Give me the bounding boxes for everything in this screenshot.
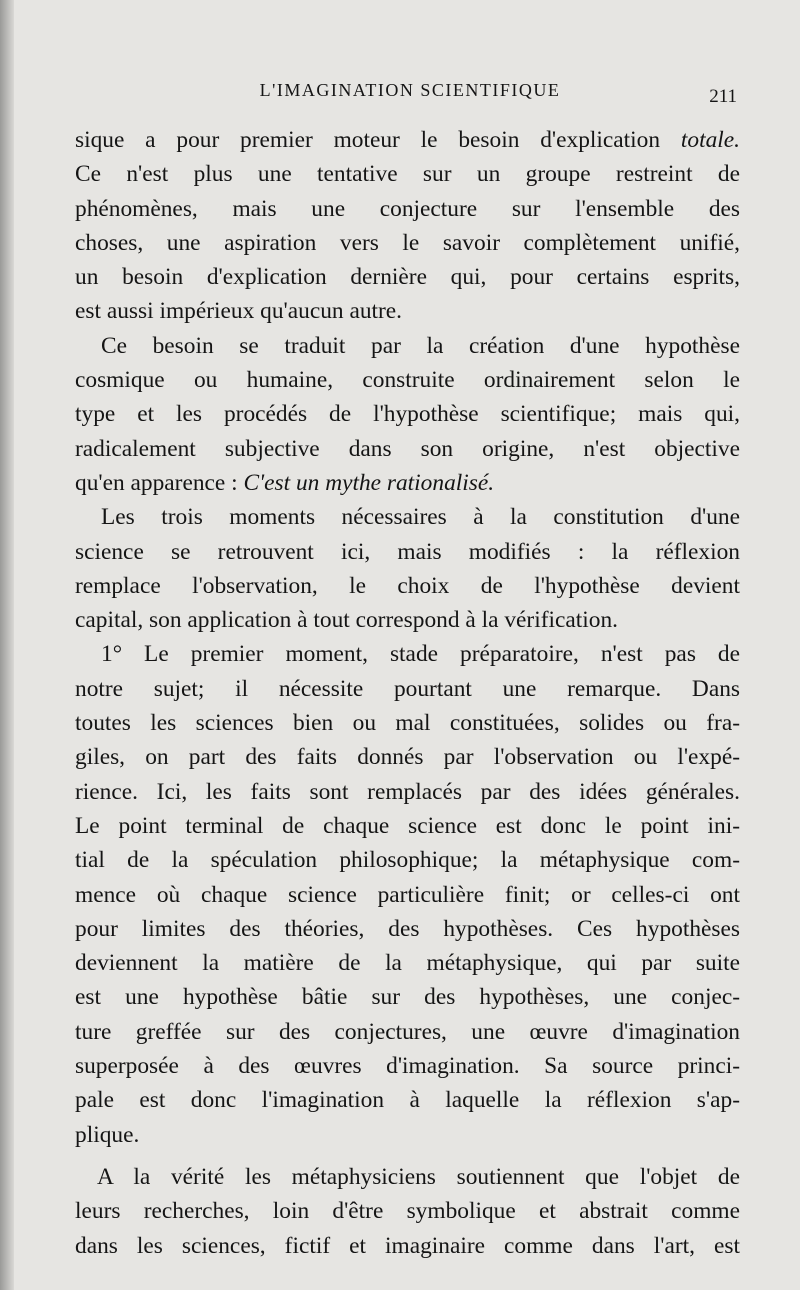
text-line: giles, on part des faits donnés par l'observation ou l'expé- — [75, 744, 740, 771]
text-line: toutes les sciences bien ou mal constituées, solides ou fra- — [75, 710, 740, 737]
text-line: Les trois moments nécessaires à la constitution d'une — [101, 504, 740, 531]
page-number: 211 — [709, 86, 737, 107]
text-line: un besoin d'explication dernière qui, pour certains esprits, — [75, 264, 740, 291]
text-line: A la vérité les métaphysiciens soutiennent que l'objet de — [97, 1163, 740, 1190]
text-line: ture greffée sur des conjectures, une œuvre d'imagination — [75, 1018, 740, 1045]
text-line: capital, son application à tout correspond à la vérification. — [75, 607, 618, 634]
text-line: notre sujet; il nécessite pourtant une remarque. Dans — [75, 675, 740, 702]
running-header — [75, 80, 745, 110]
text-line: Ce besoin se traduit par la création d'une hypothèse — [101, 332, 740, 359]
text-line: qu'en apparence : C'est un mythe rationalisé. — [75, 469, 495, 496]
text-line: sique a pour premier moteur le besoin d'explication totale. — [75, 127, 740, 153]
text-line: type et les procédés de l'hypothèse scientifique; mais qui, — [75, 401, 740, 428]
text-line: pale est donc l'imagination à laquelle la réflexion s'ap- — [75, 1087, 740, 1114]
text-line: Ce n'est plus une tentative sur un groupe restreint de — [75, 161, 740, 188]
text-line: dans les sciences, fictif et imaginaire comme dans l'art, est — [75, 1232, 740, 1259]
text-line: superposée à des œuvres d'imagination. Sa source princi- — [75, 1053, 740, 1080]
text-line: cosmique ou humaine, construite ordinairement selon le — [75, 367, 740, 394]
text-line: rience. Ici, les faits sont remplacés par des idées générales. — [75, 778, 740, 805]
text-line: pour limites des théories, des hypothèses. Ces hypothèses — [75, 915, 740, 942]
text-line: phénomènes, mais une conjecture sur l'ensemble des — [75, 195, 740, 222]
text-line: mence où chaque science particulière finit; or celles-ci ont — [75, 881, 740, 908]
text-line: plique. — [75, 1121, 140, 1148]
text-line: radicalement subjective dans son origine, n'est objective — [75, 435, 740, 462]
text-line: choses, une aspiration vers le savoir complètement unifié, — [75, 229, 740, 256]
text-line: 1° Le premier moment, stade préparatoire, n'est pas de — [101, 641, 740, 668]
text-line: est une hypothèse bâtie sur des hypothèses, une conjec- — [75, 984, 740, 1011]
text-line: est aussi impérieux qu'aucun autre. — [75, 298, 403, 325]
text-line: leurs recherches, loin d'être symbolique et abstrait comme — [75, 1198, 740, 1225]
text-line: science se retrouvent ici, mais modifiés : la réflexion — [75, 538, 740, 565]
text-line: tial de la spéculation philosophique; la métaphysique com- — [75, 847, 740, 874]
binding-shadow — [0, 0, 14, 1290]
header-title: L'IMAGINATION SCIENTIFIQUE — [259, 80, 561, 100]
body-text — [75, 123, 740, 1263]
text-line: deviennent la matière de la métaphysique, qui par suite — [75, 950, 740, 977]
text-line: remplace l'observation, le choix de l'hypothèse devient — [75, 572, 740, 599]
text-line: Le point terminal de chaque science est donc le point ini- — [75, 812, 740, 839]
